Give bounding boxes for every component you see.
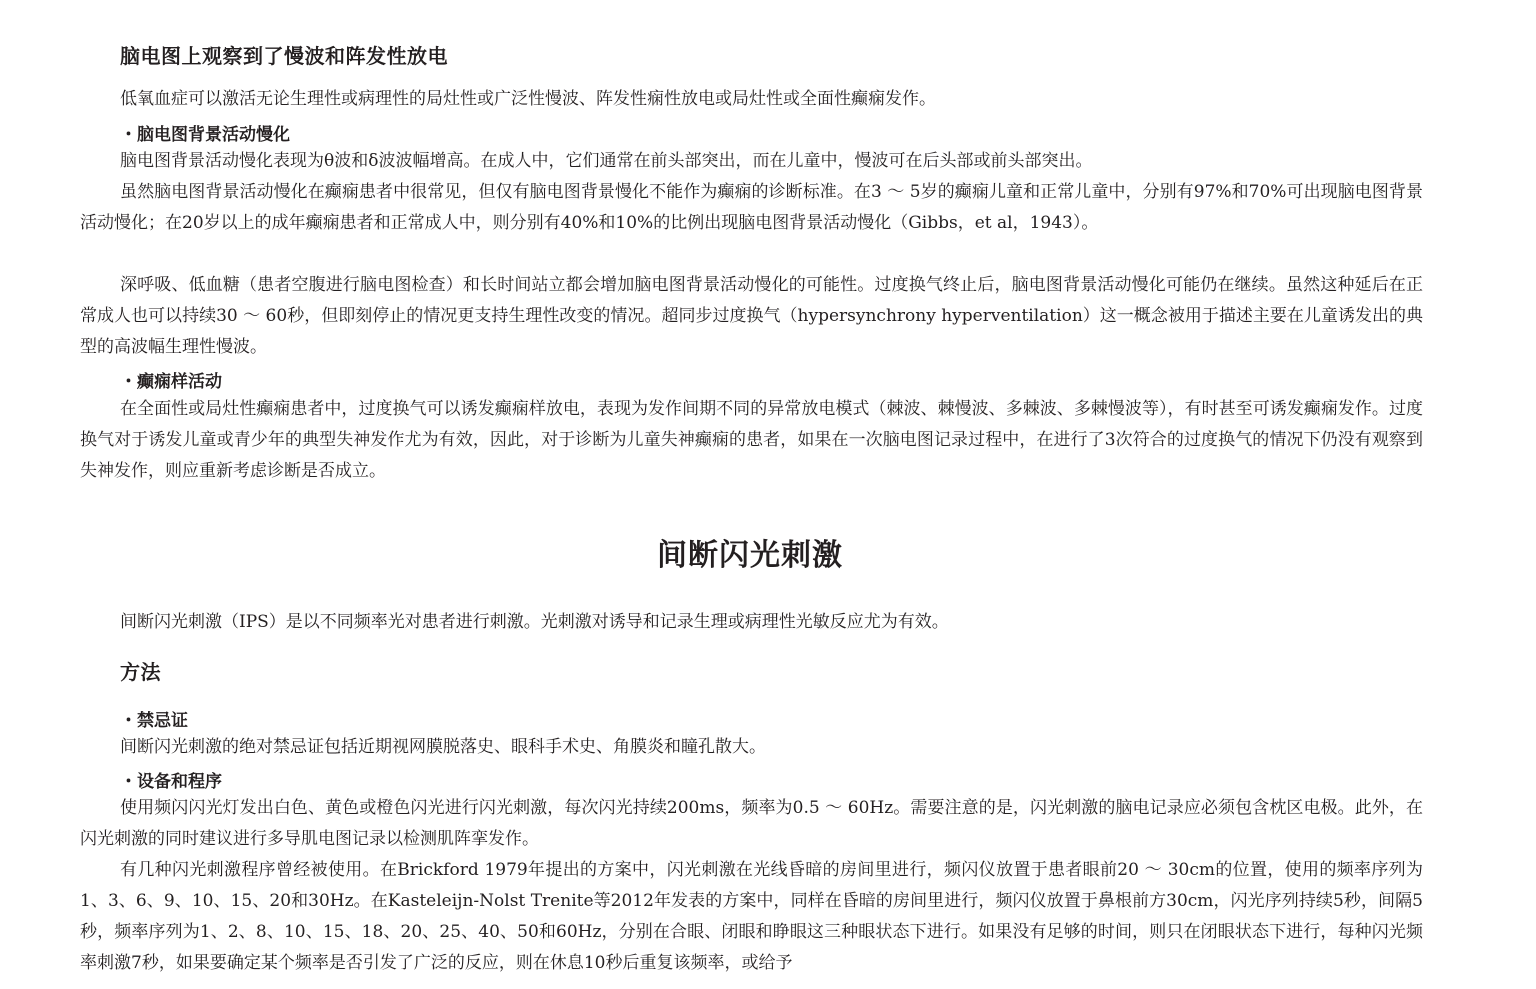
bullet-heading-equipment: ・设备和程序 [120, 772, 222, 792]
paragraph-background-slowing-2: 虽然脑电图背景活动慢化在癫痫患者中很常见，但仅有脑电图背景慢化不能作为癫痫的诊断标准。在3 ～ 5岁的癫痫儿童和正常儿童中，分别有97%和70%可出现脑电图背景活动慢化；在20岁以上的成年癫痫患者和正常成人中，则分别有40%和10%的比例出现脑电图背景活动慢化（Gibbs，et al，1943）。 [80, 182, 1423, 233]
bullet-heading-contraindications: ・禁忌证 [120, 711, 188, 731]
paragraph-ips-intro: 间断闪光刺激（IPS）是以不同频率光对患者进行刺激。光刺激对诱导和记录生理或病理性光敏反应尤为有效。 [120, 612, 949, 632]
section-title-ips: 间断闪光刺激 [657, 538, 843, 573]
bullet-heading-background-slowing: ・脑电图背景活动慢化 [120, 125, 290, 145]
paragraph-background-slowing-3: 深呼吸、低血糖（患者空腹进行脑电图检查）和长时间站立都会增加脑电图背景活动慢化的可能性。过度换气终止后，脑电图背景活动慢化可能仍在继续。虽然这种延后在正常成人也可以持续30 ～ 60秒，但即刻停止的情况更支持生理性改变的情况。超同步过度换气（hypersynchrony hyperventilation）这一概念被用于描述主要在儿童诱发出的典型的高波幅生理性慢波。 [80, 275, 1423, 357]
paragraph-equipment-2: 有几种闪光刺激程序曾经被使用。在Brickford 1979年提出的方案中，闪光刺激在光线昏暗的房间里进行，频闪仪放置于患者眼前20 ～ 30cm的位置，使用的频率序列为1、3、6、9、10、15、20和30Hz。在Kasteleijn-Nolst Trenite等2012年发表的方案中，同样在昏暗的房间里进行，频闪仪放置于鼻根前方30cm，闪光序列持续5秒，间隔5秒，频率序列为1、2、8、10、15、18、20、25、40、50和60Hz，分别在合眼、闭眼和睁眼这三种眼状态下进行。如果没有足够的时间，则只在闭眼状态下进行，每种闪光频率刺激7秒，如果要确定某个频率是否引发了广泛的反应，则在休息10秒后重复该频率，或给予 [80, 860, 1423, 973]
bullet-heading-epileptiform: ・癫痫样活动 [120, 372, 222, 392]
paragraph-background-slowing-1: 脑电图背景活动慢化表现为θ波和δ波波幅增高。在成人中，它们通常在前头部突出，而在儿童中，慢波可在后头部或前头部突出。 [120, 151, 1093, 171]
paragraph-hypoxemia: 低氧血症可以激活无论生理性或病理性的局灶性或广泛性慢波、阵发性痫性放电或局灶性或全面性癫痫发作。 [120, 89, 936, 109]
paragraph-equipment-1: 使用频闪闪光灯发出白色、黄色或橙色闪光进行闪光刺激，每次闪光持续200ms，频率为0.5 ～ 60Hz。需要注意的是，闪光刺激的脑电记录应必须包含枕区电极。此外，在闪光刺激的同时建议进行多导肌电图记录以检测肌阵挛发作。 [80, 798, 1423, 849]
subsection-heading-slow-waves: 脑电图上观察到了慢波和阵发性放电 [120, 44, 448, 68]
paragraph-epileptiform: 在全面性或局灶性癫痫患者中，过度换气可以诱发癫痫样放电，表现为发作间期不同的异常放电模式（棘波、棘慢波、多棘波、多棘慢波等），有时甚至可诱发癫痫发作。过度换气对于诱发儿童或青少年的典型失神发作尤为有效，因此，对于诊断为儿童失神癫痫的患者，如果在一次脑电图记录过程中，在进行了3次符合的过度换气的情况下仍没有观察到失神发作，则应重新考虑诊断是否成立。 [80, 399, 1423, 481]
paragraph-contraindications: 间断闪光刺激的绝对禁忌证包括近期视网膜脱落史、眼科手术史、角膜炎和瞳孔散大。 [120, 737, 766, 757]
subsection-heading-method: 方法 [120, 660, 161, 684]
